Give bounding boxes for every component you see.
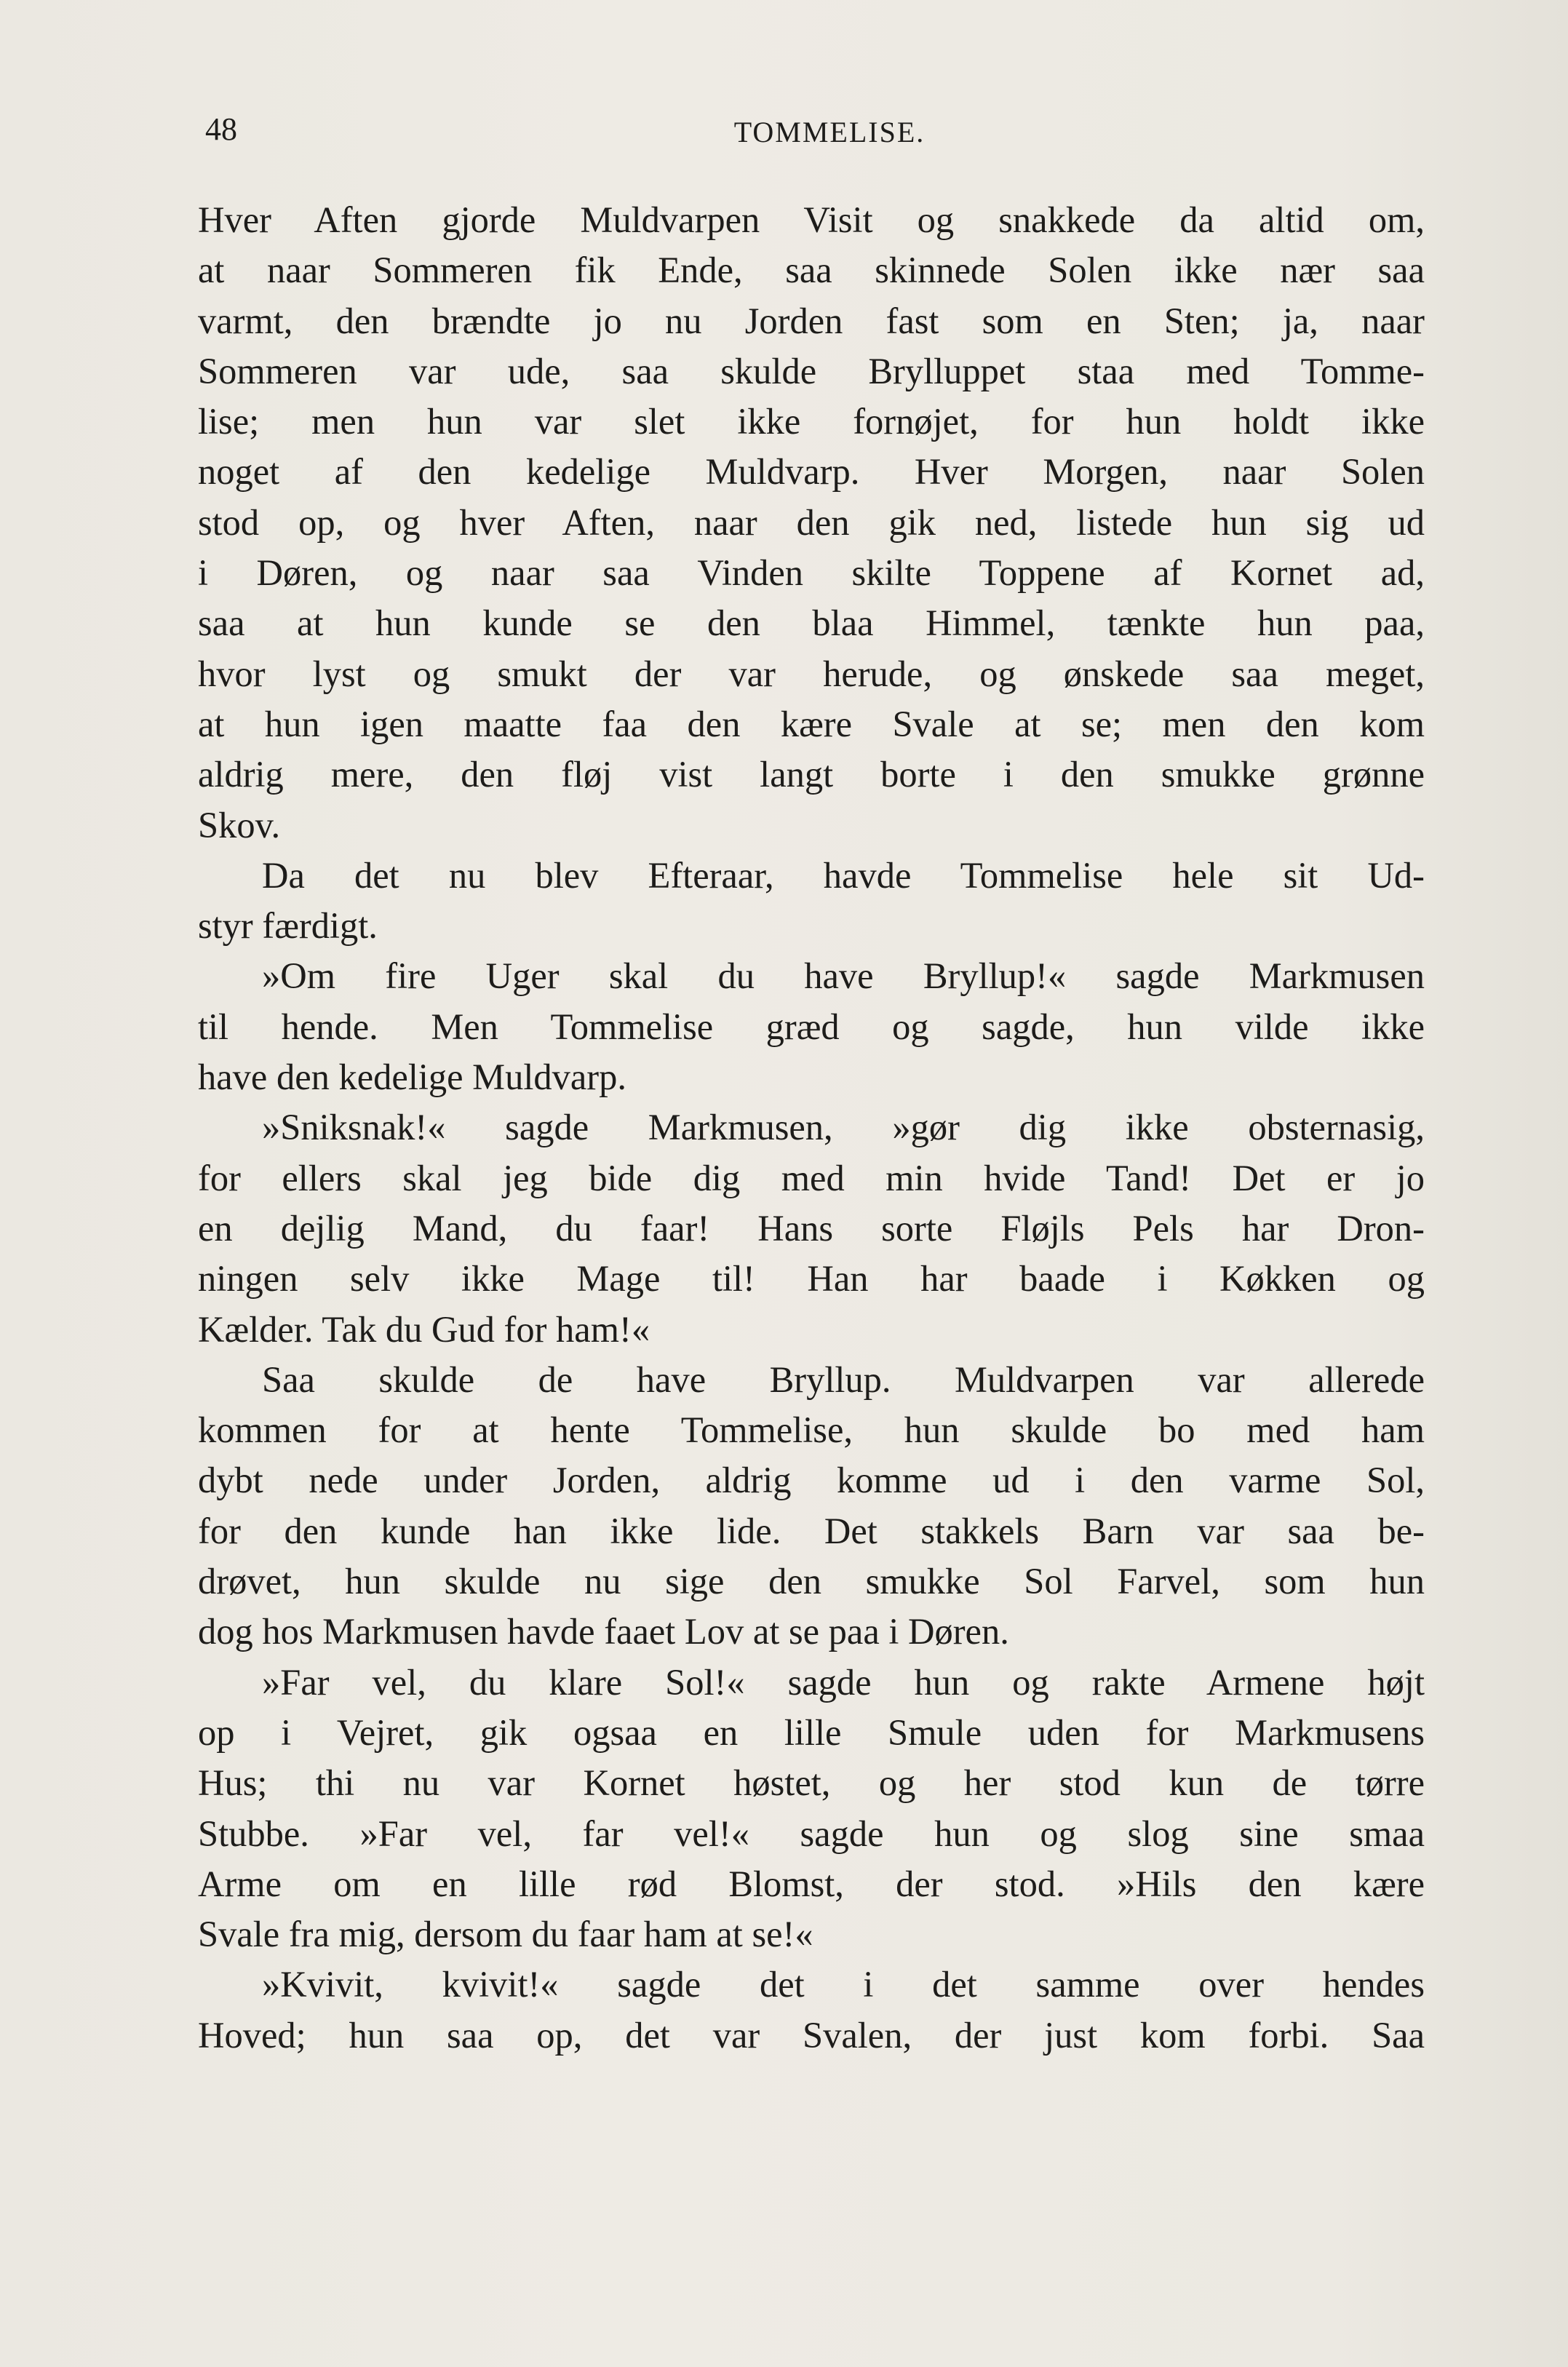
text-line: »Om fire Uger skal du have Bryllup!« sagde Markmusen	[262, 955, 1425, 997]
text-line: Stubbe. »Far vel, far vel!« sagde hun og slog sine smaa	[198, 1813, 1425, 1854]
text-line: en dejlig Mand, du faar! Hans sorte Fløjls Pels har Dron-	[198, 1207, 1425, 1249]
text-line: for ellers skal jeg bide dig med min hvide Tand! Det er jo	[198, 1157, 1425, 1198]
text-line: at hun igen maatte faa den kære Svale at se; men den kom	[198, 703, 1425, 744]
text-line: hvor lyst og smukt der var herude, og ønskede saa meget,	[198, 653, 1425, 694]
text-line: dog hos Markmusen havde faaet Lov at se paa i Døren.	[198, 1611, 1009, 1652]
text-line: Arme om en lille rød Blomst, der stod. »Hils den kære	[198, 1863, 1425, 1904]
text-line: stod op, og hver Aften, naar den gik ned, listede hun sig ud	[198, 501, 1425, 543]
text-line: Hver Aften gjorde Muldvarpen Visit og snakkede da altid om,	[198, 199, 1425, 240]
text-line: op i Vejret, gik ogsaa en lille Smule uden for Markmusens	[198, 1711, 1425, 1753]
text-line: ningen selv ikke Mage til! Han har baade i Køkken og	[198, 1258, 1425, 1300]
text-line: »Kvivit, kvivit!« sagde det i det samme over hendes	[262, 1964, 1425, 2005]
text-line: kommen for at hente Tommelise, hun skulde bo med ham	[198, 1409, 1425, 1451]
text-line: Kælder. Tak du Gud for ham!«	[198, 1308, 650, 1350]
text-line: til hende. Men Tommelise græd og sagde, hun vilde ikke	[198, 1006, 1425, 1047]
text-line: »Sniksnak!« sagde Markmusen, »gør dig ikke obsternasig,	[262, 1107, 1425, 1148]
text-line: drøvet, hun skulde nu sige den smukke Sol Farvel, som hun	[198, 1561, 1425, 1602]
text-line: dybt nede under Jorden, aldrig komme ud i den varme Sol,	[198, 1460, 1425, 1501]
text-line: Sommeren var ude, saa skulde Brylluppet staa med Tomme-	[198, 350, 1425, 391]
text-line: noget af den kedelige Muldvarp. Hver Morgen, naar Solen	[198, 451, 1425, 493]
text-line: »Far vel, du klare Sol!« sagde hun og rakte Armene højt	[262, 1661, 1425, 1703]
text-line: Skov.	[198, 804, 281, 846]
body-text	[198, 195, 1425, 2061]
page-number: 48	[205, 111, 237, 147]
text-line: lise; men hun var slet ikke fornøjet, for hun holdt ikke	[198, 401, 1425, 442]
text-line: at naar Sommeren fik Ende, saa skinnede Solen ikke nær saa	[198, 250, 1425, 291]
text-line: saa at hun kunde se den blaa Himmel, tænkte hun paa,	[198, 602, 1425, 644]
text-line: i Døren, og naar saa Vinden skilte Toppene af Kornet ad,	[198, 552, 1425, 594]
text-line: aldrig mere, den fløj vist langt borte i den smukke grønne	[198, 754, 1425, 795]
text-line: Saa skulde de have Bryllup. Muldvarpen var allerede	[262, 1358, 1425, 1400]
text-line: Hus; thi nu var Kornet høstet, og her stod kun de tørre	[198, 1762, 1425, 1804]
running-title: TOMMELISE.	[733, 116, 926, 148]
text-line: styr færdigt.	[198, 905, 378, 947]
text-line: for den kunde han ikke lide. Det stakkels Barn var saa be-	[198, 1510, 1425, 1551]
text-line: Svale fra mig, dersom du faar ham at se!«	[198, 1914, 813, 1955]
text-line: Da det nu blev Efteraar, havde Tommelise hele sit Ud-	[262, 854, 1425, 896]
text-line: Hoved; hun saa op, det var Svalen, der just kom forbi. Saa	[198, 2014, 1425, 2056]
text-line: varmt, den brændte jo nu Jorden fast som en Sten; ja, naar	[198, 300, 1425, 341]
text-line: have den kedelige Muldvarp.	[198, 1057, 626, 1098]
